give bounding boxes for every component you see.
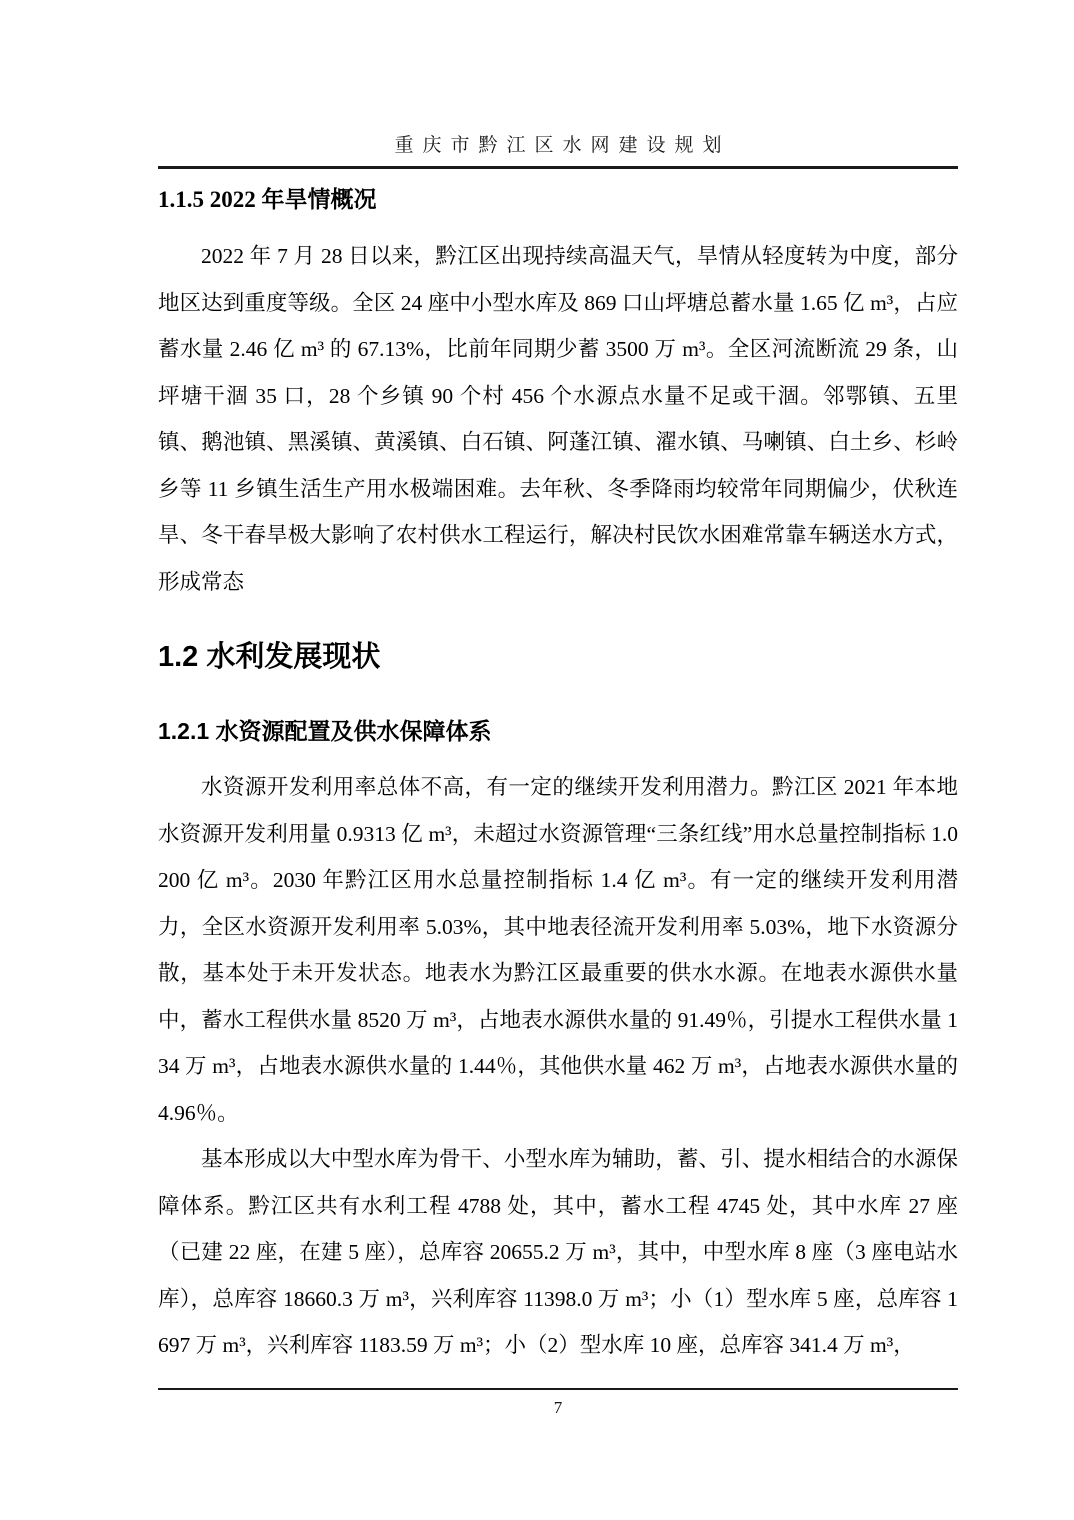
- section-heading-1-2-1: 1.2.1 水资源配置及供水保障体系: [158, 718, 492, 744]
- section-heading-1-2: 1.2 水利发展现状: [158, 641, 381, 673]
- page-number: 7: [553, 1398, 563, 1417]
- paragraph-drought-overview: 2022 年 7 月 28 日以来，黔江区出现持续高温天气，旱情从轻度转为中度，部分地区达到重度等级。全区 24 座中小型水库及 869 口山坪塘总蓄水量 1.65 亿 m³，占应蓄水量 2.46 亿 m³ 的 67.13%，比前年同期少蓄 3500 万 m³。全区河流断流 29 条，山坪塘干涸 35 口，28 个乡镇 90 个村 456 个水源点水量不足或干涸。邻鄂镇、五里镇、鹅池镇、黑溪镇、黄溪镇、白石镇、阿蓬江镇、濯水镇、马喇镇、白土乡、杉岭乡等 11 乡镇生活生产用水极端困难。去年秋、冬季降雨均较常年同期偏少，伏秋连旱、冬干春旱极大影响了农村供水工程运行，解决村民饮水困难常靠车辆送水方式，形成常态: [158, 244, 958, 594]
- page-header: [158, 133, 958, 169]
- footer-rule: [158, 1388, 958, 1390]
- document-title: 重庆市黔江区水网建设规划: [394, 135, 731, 156]
- page-content: [158, 133, 958, 1369]
- paragraph-reservoir-system: 基本形成以大中型水库为骨干、小型水库为辅助，蓄、引、提水相结合的水源保障体系。黔江区共有水利工程 4788 处，其中，蓄水工程 4745 处，其中水库 27 座（已建 22 座，在建 5 座），总库容 20655.2 万 m³，其中，中型水库 8 座（3 座电站水库），总库容 18660.3 万 m³，兴利库容 11398.0 万 m³；小（1）型水库 5 座，总库容 1697 万 m³，兴利库容 1183.59 万 m³；小（2）型水库 10 座，总库容 341.4 万 m³，: [158, 1147, 958, 1357]
- page-footer: [158, 1388, 958, 1420]
- section-heading-1-1-5: 1.1.5 2022 年旱情概况: [158, 187, 377, 212]
- header-rule: [158, 166, 958, 169]
- paragraph-water-resource-utilization: 水资源开发利用率总体不高，有一定的继续开发利用潜力。黔江区 2021 年本地水资源开发利用量 0.9313 亿 m³，未超过水资源管理“三条红线”用水总量控制指标 1.0200 亿 m³。2030 年黔江区用水总量控制指标 1.4 亿 m³。有一定的继续开发利用潜力，全区水资源开发利用率 5.03%，其中地表径流开发利用率 5.03%，地下水资源分散，基本处于未开发状态。地表水为黔江区最重要的供水水源。在地表水源供水量中，蓄水工程供水量 8520 万 m³，占地表水源供水量的 91.49％，引提水工程供水量 134 万 m³，占地表水源供水量的 1.44％，其他供水量 462 万 m³，占地表水源供水量的 4.96％。: [158, 775, 958, 1125]
